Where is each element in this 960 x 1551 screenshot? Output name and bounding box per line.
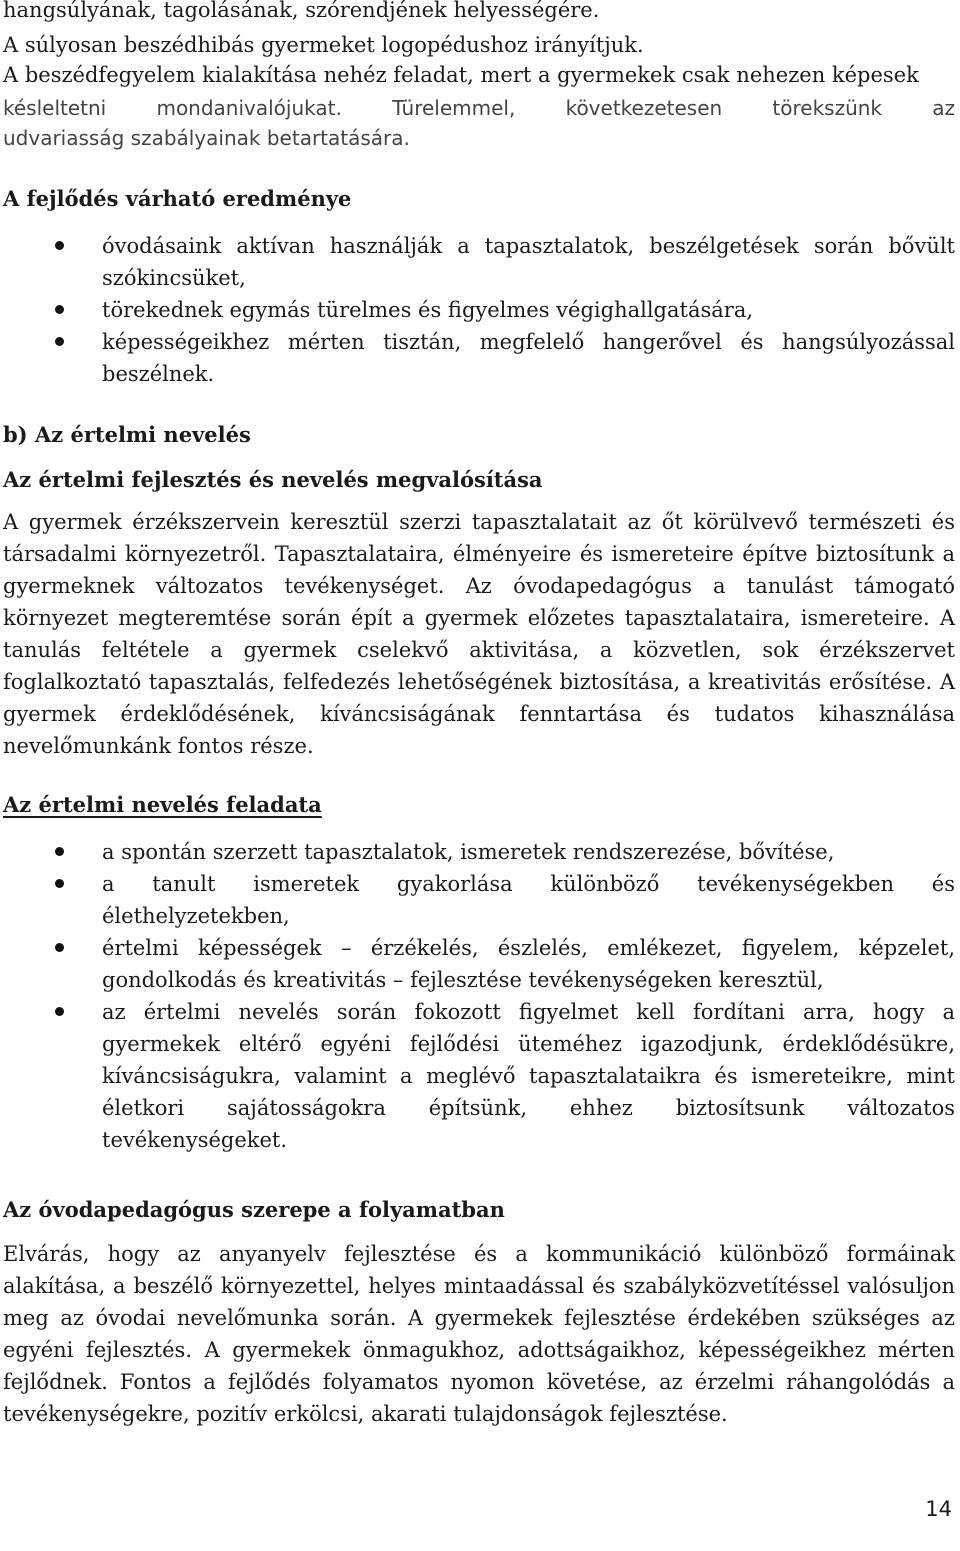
list-item [0,868,955,932]
page-number: 14 [925,1497,952,1521]
list-item-text: értelmi képességek – érzékelés, észlelés, emlékezet, figyelem, képzelet, gondolkodás és kreativitás – fejlesztése tevékenységeken keresztül, [102,936,955,992]
fejlodes-list [0,230,955,390]
bullet-icon [55,241,64,250]
list-item [0,230,955,294]
paragraph-szerep: Elvárás, hogy az anyanyelv fejlesztése és a kommunikáció különböző formáinak alakítása, a beszélő környezettel, helyes mintaadással és szabályközvetítéssel valósuljon meg az óvodai nevelőmunka során. A gyermekek fejlesztése érdekében szükséges az egyéni fejlesztés. A gyermekek önmagukhoz, adottságaikhoz, képességeikhez mérten fejlődnek. Fontos a fejlődés folyamatos nyomon követése, az érzelmi ráhangolódás a tevékenységekre, pozitív erkölcsi, akarati tulajdonságok fejlesztése. [3,1242,955,1426]
list-item-text: képességeikhez mérten tisztán, megfelelő hangerővel és hangsúlyozással beszélnek. [102,330,955,386]
bullet-icon [55,847,64,856]
list-item [0,996,955,1156]
bullet-icon [55,305,64,314]
list-item-text: törekednek egymás türelmes és figyelmes végighallgatására, [102,298,754,322]
bullet-icon [55,1007,64,1016]
section-heading-szerep: Az óvodapedagógus szerepe a folyamatban [3,1197,505,1222]
section-heading-feladata: Az értelmi nevelés feladata [3,792,322,817]
list-item [0,326,955,390]
list-item-text: óvodásaink aktívan használják a tapasztalatok, beszélgetések során bővült szókincsüket, [102,234,955,290]
intro-line: A beszédfegyelem kialakítása nehéz feladat, mert a gyermekek csak nehezen képesek [3,63,919,87]
list-item-text: a spontán szerzett tapasztalatok, ismeretek rendszerezése, bővítése, [102,840,835,864]
intro-line: A súlyosan beszédhibás gyermeket logopédushoz irányítjuk. [3,33,644,57]
list-item [0,836,955,868]
intro-line: udvariasság szabályainak betartatására. [3,126,410,150]
section-heading-fejlodes: A fejlődés várható eredménye [3,186,352,211]
bullet-icon [55,337,64,346]
list-item [0,294,955,326]
feladata-list [0,836,955,1156]
paragraph-ertelmi: A gyermek érzékszervein keresztül szerzi tapasztalatait az őt körülvevő természeti és társadalmi környezetről. Tapasztalataira, élményeire és ismereteire építve biztosítunk a gyermeknek változatos tevékenységet. Az óvodapedagógus a tanulást támogató környezet megteremtése során épít a gyermek előzetes tapasztalataira, ismereteire. A tanulás feltétele a gyermek cselekvő aktivitása, a közvetlen, sok érzékszervet foglalkoztató tapasztalás, felfedezés lehetőségének biztosítása, a kreativitás erősítése. A gyermek érdeklődésének, kíváncsiságának fenntartása és tudatos kihasználása nevelőmunkánk fontos része. [3,510,955,758]
list-item [0,932,955,996]
intro-line: hangsúlyának, tagolásának, szórendjének helyességére. [3,0,600,22]
intro-line: késleltetni mondanivalójukat. Türelemmel, következetesen törekszünk az [3,96,955,120]
list-item-text: az értelmi nevelés során fokozott figyelmet kell fordítani arra, hogy a gyermekek eltérő egyéni fejlődési üteméhez igazodjunk, érdeklődésükre, kíváncsiságukra, valamint a meglévő tapasztalataikra és ismereteikre, mint életkori sajátosságokra építsünk, ehhez biztosítsunk változatos tevékenységeket. [102,1000,955,1152]
bullet-icon [55,943,64,952]
bullet-icon [55,879,64,888]
subheading-megvalositas: Az értelmi fejlesztés és nevelés megvalósítása [3,467,543,492]
section-heading-b: b) Az értelmi nevelés [3,422,251,447]
list-item-text: a tanult ismeretek gyakorlása különböző tevékenységekben és élethelyzetekben, [102,872,955,928]
